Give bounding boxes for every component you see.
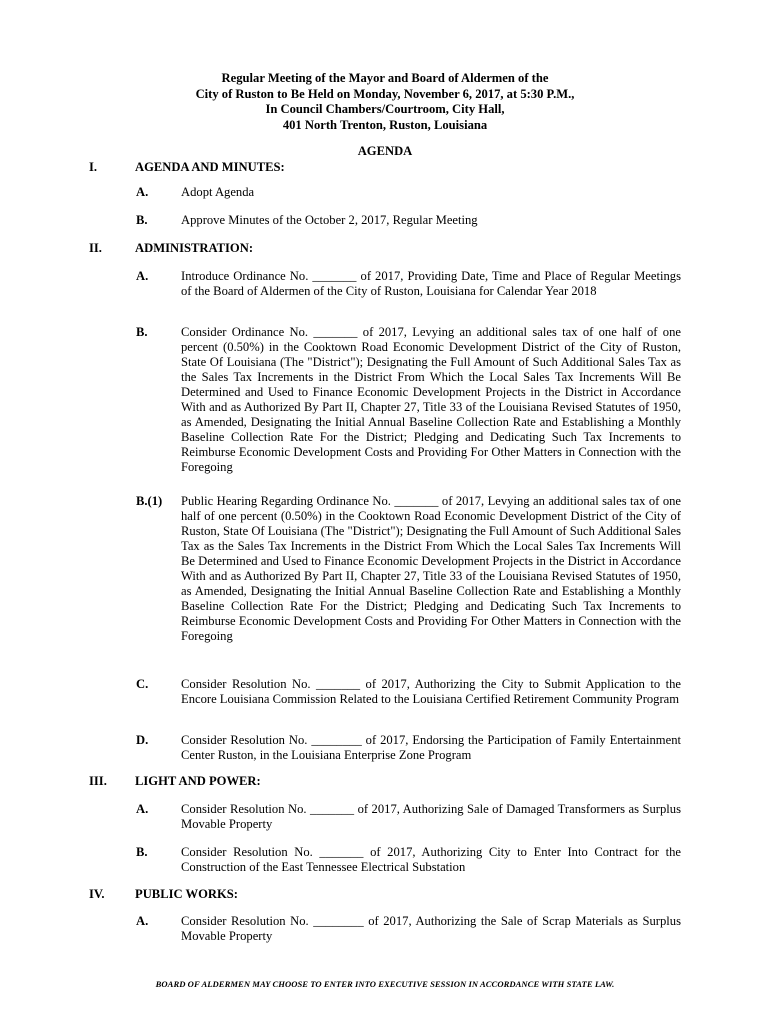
item-letter: B.(1) xyxy=(136,494,163,508)
item-letter: D. xyxy=(136,733,149,747)
item-letter: A. xyxy=(136,269,149,283)
section-title: LIGHT AND POWER: xyxy=(135,774,261,788)
item-text: Approve Minutes of the October 2, 2017, Regular Meeting xyxy=(181,213,478,227)
section-number: III. xyxy=(89,774,107,788)
header-line-1: Regular Meeting of the Mayor and Board of Aldermen of the xyxy=(221,71,549,85)
section-number: IV. xyxy=(89,887,105,901)
item-text: Consider Resolution No. _______ of 2017, Authorizing City to Enter Into Contract for the Construction of the East Tennessee Electrical Substation xyxy=(181,845,681,874)
item-letter: C. xyxy=(136,677,149,691)
executive-session-notice: BOARD OF ALDERMEN MAY CHOOSE TO ENTER INTO EXECUTIVE SESSION IN ACCORDANCE WITH STATE LAW. xyxy=(155,979,615,989)
item-text: Consider Ordinance No. _______ of 2017, Levying an additional sales tax of one half of one percent (0.50%) in the Cooktown Road Economic Development District of the City of Ruston, State Of Louisiana (The "District"); Designating the Full Amount of Such Additional Sales Tax as the Sales Tax Increments in the District From Which the Local Sales Tax Increments Will Be Determined and Used to Finance Economic Development Projects in the District in Accordance With and as Authorized By Part II, Chapter 27, Title 33 of the Louisiana Revised Statutes of 1950, as Amended, Designating the Initial Annual Baseline Collection Rate and Establishing a Monthly Baseline Collection Rate For the District; Pledging and Dedicating Such Tax Increments to Reimburse Economic Development Costs and Providing For Other Matters in Connection with the Foregoing xyxy=(181,325,681,474)
section-number: II. xyxy=(89,241,102,255)
section-title: AGENDA AND MINUTES: xyxy=(135,160,285,174)
item-text: Consider Resolution No. ________ of 2017, Endorsing the Participation of Family Entertainment Center Ruston, in the Louisiana Enterprise Zone Program xyxy=(181,733,681,762)
item-letter: A. xyxy=(136,185,149,199)
section-title: ADMINISTRATION: xyxy=(135,241,254,255)
item-letter: A. xyxy=(136,914,149,928)
section-number: I. xyxy=(89,160,98,174)
item-text: Consider Resolution No. _______ of 2017, Authorizing the City to Submit Application to the Encore Louisiana Commission Related to the Louisiana Certified Retirement Community Program xyxy=(181,677,681,706)
agenda-title: AGENDA xyxy=(357,144,413,158)
item-text: Consider Resolution No. ________ of 2017, Authorizing the Sale of Scrap Materials as Surplus Movable Property xyxy=(181,914,681,943)
section-title: PUBLIC WORKS: xyxy=(135,887,238,901)
header-line-4: 401 North Trenton, Ruston, Louisiana xyxy=(282,117,488,132)
header-line-3: In Council Chambers/Courtroom, City Hall, xyxy=(265,102,505,116)
item-letter: B. xyxy=(136,325,148,339)
item-letter: A. xyxy=(136,802,149,816)
item-letter: B. xyxy=(136,845,148,859)
item-letter: B. xyxy=(136,213,148,227)
meeting-header xyxy=(0,71,770,133)
header-line-2: City of Ruston to Be Held on Monday, November 6, 2017, at 5:30 P.M., xyxy=(195,86,575,101)
item-text: Public Hearing Regarding Ordinance No. _______ of 2017, Levying an additional sales tax of one half of one percent (0.50%) in the Cooktown Road Economic Development District of the City of Ruston, State Of Louisiana (The "District"); Designating the Full Amount of Such Additional Sales Tax as the Sales Tax Increments in the District From Which the Local Sales Tax Increments Will Be Determined and Used to Finance Economic Development Projects in the District in Accordance With and as Authorized By Part II, Chapter 27, Title 33 of the Louisiana Revised Statutes of 1950, as Amended, Designating the Initial Annual Baseline Collection Rate and Establishing a Monthly Baseline Collection Rate For the District; Pledging and Dedicating Such Tax Increments to Reimburse Economic Development Costs and Providing For Other Matters in Connection with the Foregoing xyxy=(181,494,681,643)
item-text: Adopt Agenda xyxy=(181,185,255,199)
item-text: Consider Resolution No. _______ of 2017, Authorizing Sale of Damaged Transformers as Surplus Movable Property xyxy=(181,802,681,831)
item-text: Introduce Ordinance No. _______ of 2017, Providing Date, Time and Place of Regular Meetings of the Board of Aldermen of the City of Ruston, Louisiana for Calendar Year 2018 xyxy=(181,269,681,298)
